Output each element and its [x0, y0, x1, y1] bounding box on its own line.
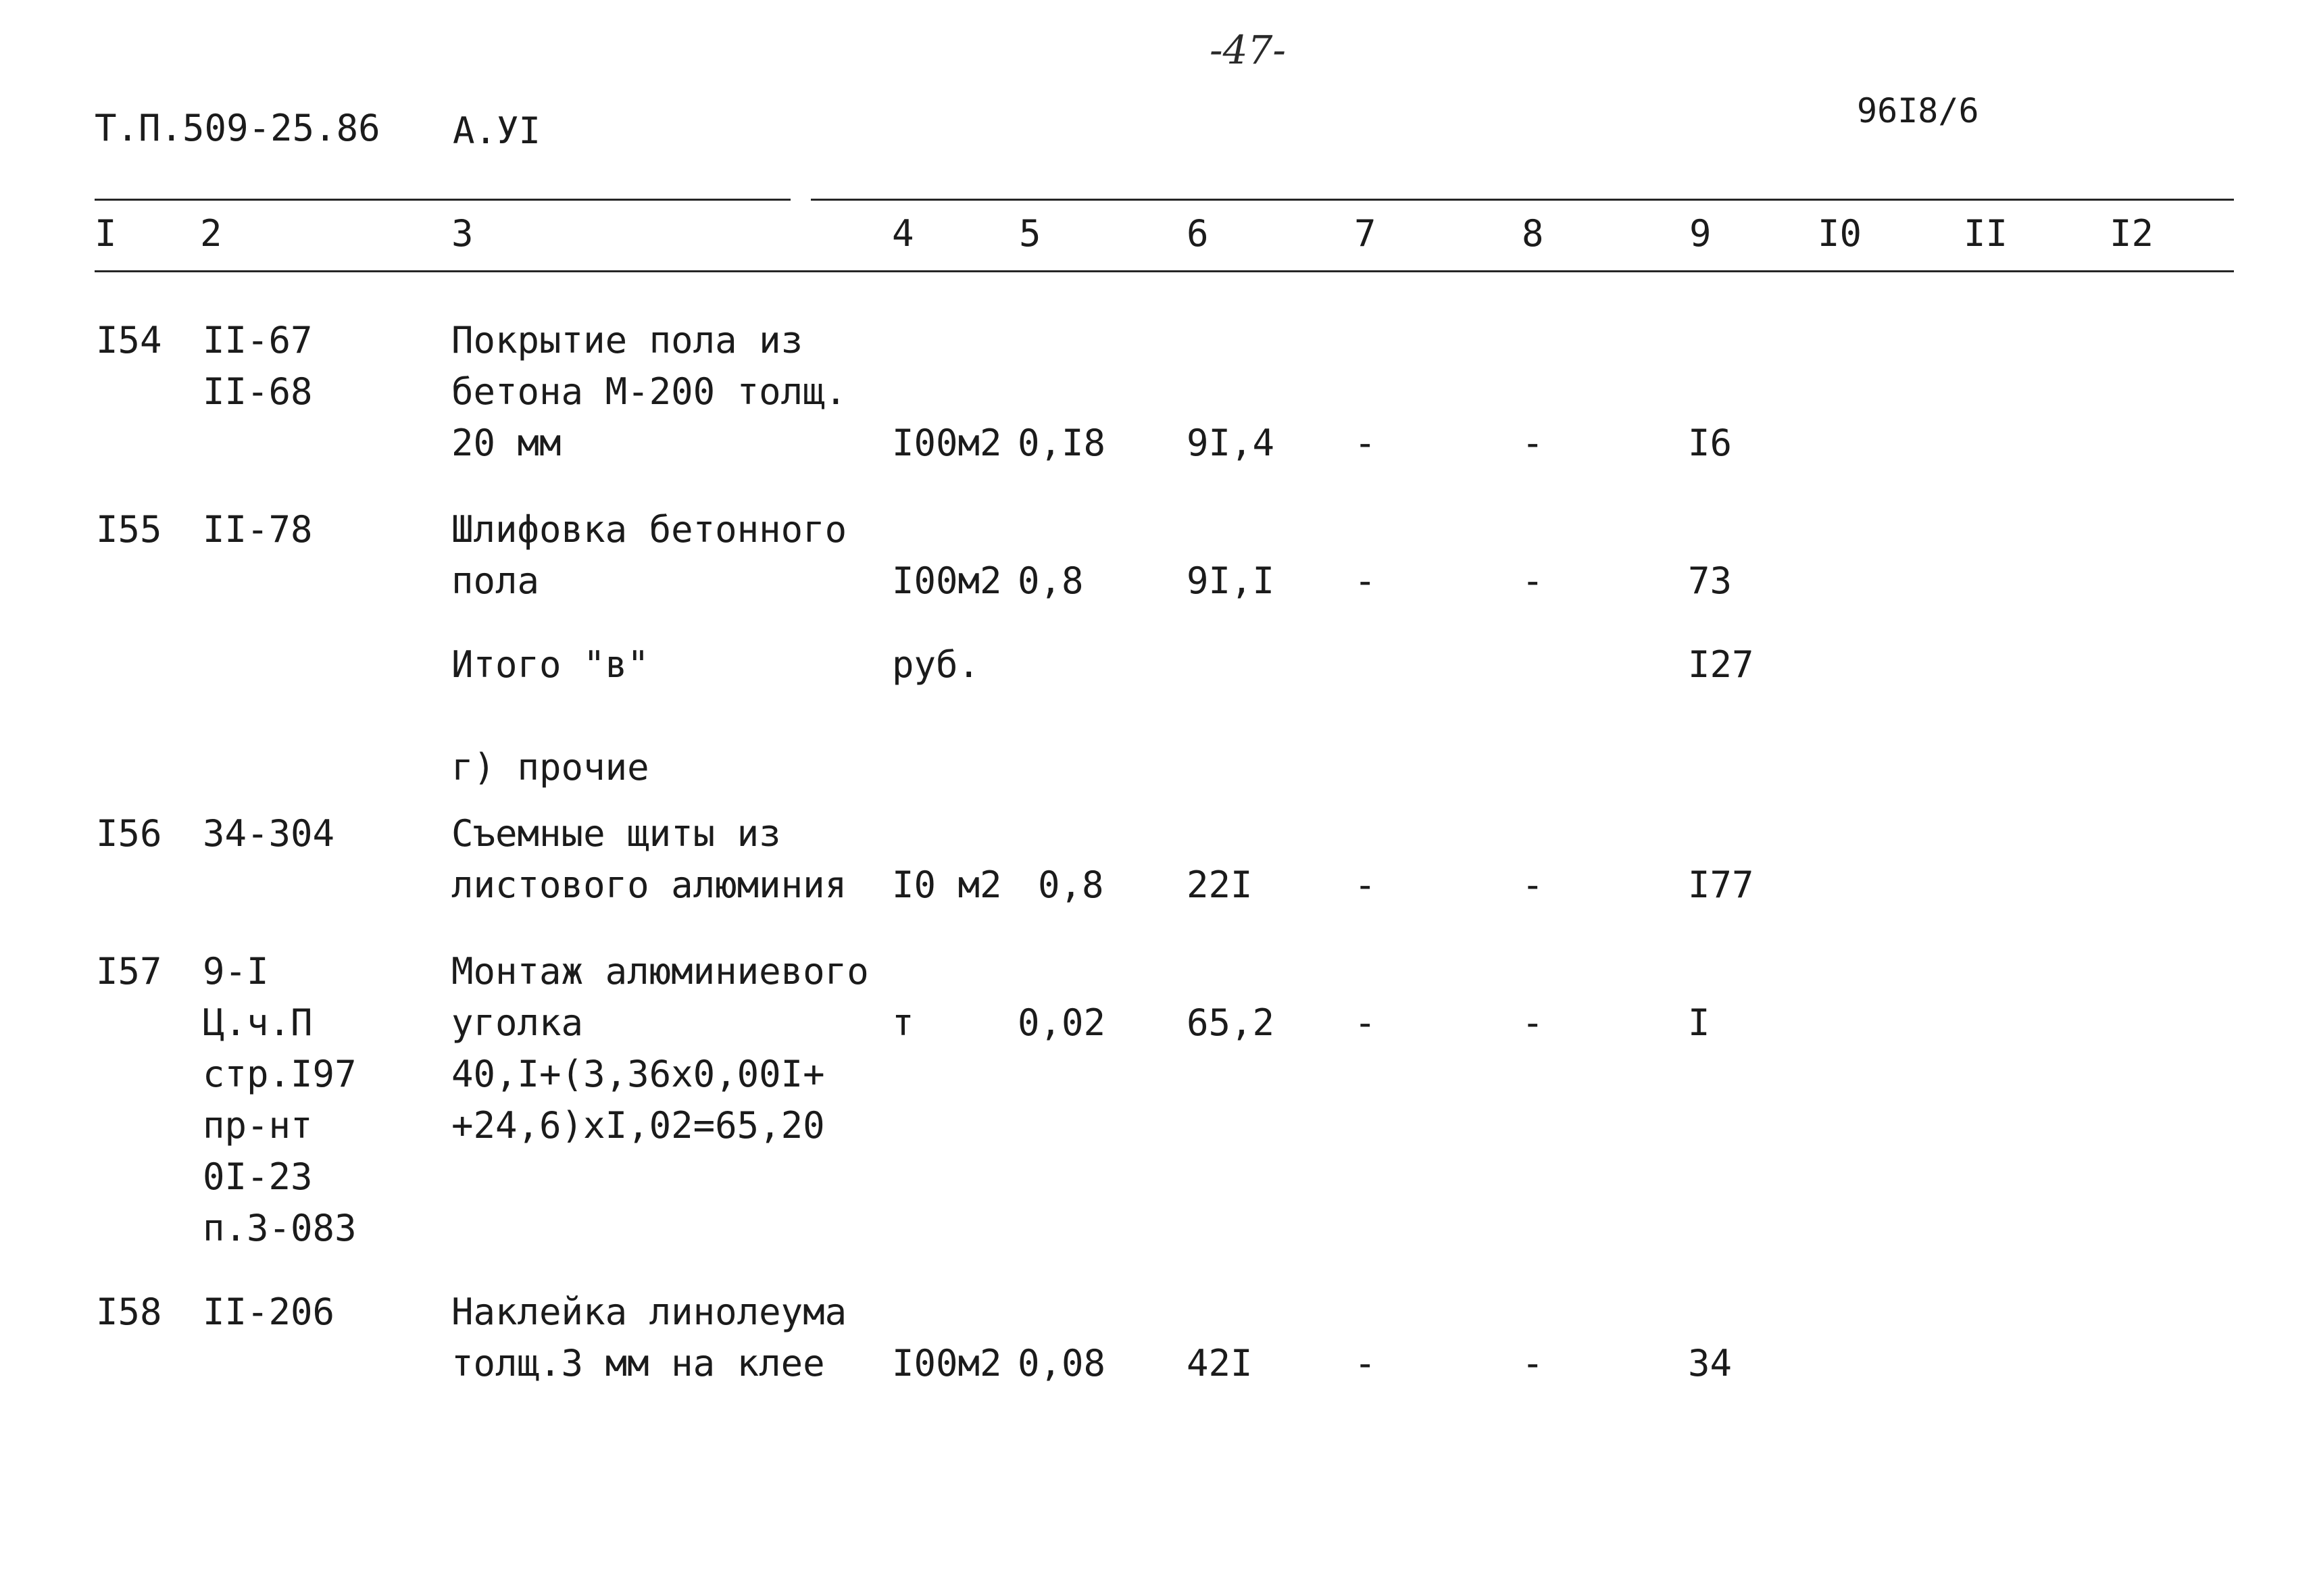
column-7-value: -: [1354, 864, 1376, 906]
header-bottom-rule: [95, 270, 2234, 272]
column-7-value: -: [1354, 559, 1376, 602]
rate-code: пр-нт: [203, 1104, 313, 1147]
row-number: I57: [96, 950, 162, 993]
unit-price: 42I: [1187, 1342, 1253, 1385]
column-8-value: -: [1522, 1342, 1544, 1385]
total-cost: 34: [1688, 1342, 1733, 1385]
work-description: Наклейка линолеума: [451, 1291, 847, 1333]
column-header: 8: [1522, 212, 1544, 255]
column-header: I2: [2110, 212, 2154, 255]
unit-price: 9I,4: [1187, 422, 1275, 464]
quantity: 0,8: [1038, 864, 1104, 906]
unit: I00м2: [892, 559, 1002, 602]
work-description: 20 мм: [451, 422, 562, 464]
rate-code: п.3-083: [203, 1207, 357, 1249]
subtotal-label: Итого "в": [451, 643, 649, 686]
document-code: Т.П.509-25.86: [95, 107, 380, 149]
work-description: +24,6)хI,02=65,20: [451, 1104, 825, 1147]
total-cost: I77: [1688, 864, 1754, 906]
work-description: Шлифовка бетонного: [451, 508, 847, 551]
header-top-rule-left: [95, 199, 791, 201]
work-description: уголка: [451, 1001, 584, 1044]
column-header: 2: [200, 212, 222, 255]
unit-price: 65,2: [1187, 1001, 1275, 1044]
unit: т: [892, 1001, 914, 1044]
column-header: 7: [1354, 212, 1376, 255]
rate-code: 34-304: [203, 812, 335, 855]
subtotal-value: I27: [1688, 643, 1754, 686]
work-description: листового алюминия: [451, 864, 847, 906]
work-description: толщ.3 мм на клее: [451, 1342, 825, 1385]
column-header: I: [95, 212, 117, 255]
column-header: 3: [451, 212, 474, 255]
work-description: Покрытие пола из: [451, 319, 803, 361]
rate-code: II-78: [203, 508, 313, 551]
rate-code: II-67: [203, 319, 313, 361]
column-7-value: -: [1354, 1001, 1376, 1044]
rate-code: стр.I97: [203, 1053, 357, 1095]
row-number: I55: [96, 508, 162, 551]
column-7-value: -: [1354, 1342, 1376, 1385]
rate-code: II-206: [203, 1291, 335, 1333]
quantity: 0,I8: [1018, 422, 1106, 464]
unit: I00м2: [892, 422, 1002, 464]
album-number: А.УI: [453, 109, 541, 152]
column-header: 9: [1689, 212, 1712, 255]
column-8-value: -: [1522, 864, 1544, 906]
work-description: Монтаж алюминиевого: [451, 950, 869, 993]
column-8-value: -: [1522, 559, 1544, 602]
quantity: 0,8: [1018, 559, 1084, 602]
section-heading: г) прочие: [451, 746, 649, 789]
column-header: 5: [1019, 212, 1041, 255]
unit-price: 22I: [1187, 864, 1253, 906]
total-cost: I6: [1688, 422, 1733, 464]
unit: I0 м2: [892, 864, 1002, 906]
work-description: Съемные щиты из: [451, 812, 781, 855]
column-header: II: [1964, 212, 2008, 255]
rate-code: 0I-23: [203, 1155, 313, 1198]
quantity: 0,08: [1018, 1342, 1106, 1385]
header-top-rule-right: [811, 199, 2234, 201]
page-number: -47-: [1210, 27, 1286, 73]
total-cost: 73: [1688, 559, 1733, 602]
row-number: I56: [96, 812, 162, 855]
inventory-stamp: 96I8/6: [1857, 91, 1979, 130]
work-description: 40,I+(3,36х0,00I+: [451, 1053, 825, 1095]
column-header: 4: [892, 212, 914, 255]
row-number: I58: [96, 1291, 162, 1333]
rate-code: Ц.ч.П: [203, 1001, 313, 1044]
work-description: бетона М-200 толщ.: [451, 370, 847, 413]
total-cost: I: [1688, 1001, 1710, 1044]
column-header: 6: [1187, 212, 1209, 255]
rate-code: II-68: [203, 370, 313, 413]
column-8-value: -: [1522, 1001, 1544, 1044]
row-number: I54: [96, 319, 162, 361]
currency-unit: руб.: [892, 643, 980, 686]
quantity: 0,02: [1018, 1001, 1106, 1044]
work-description: пола: [451, 559, 540, 602]
rate-code: 9-I: [203, 950, 269, 993]
unit-price: 9I,I: [1187, 559, 1275, 602]
unit: I00м2: [892, 1342, 1002, 1385]
column-7-value: -: [1354, 422, 1376, 464]
column-8-value: -: [1522, 422, 1544, 464]
column-header: I0: [1818, 212, 1862, 255]
